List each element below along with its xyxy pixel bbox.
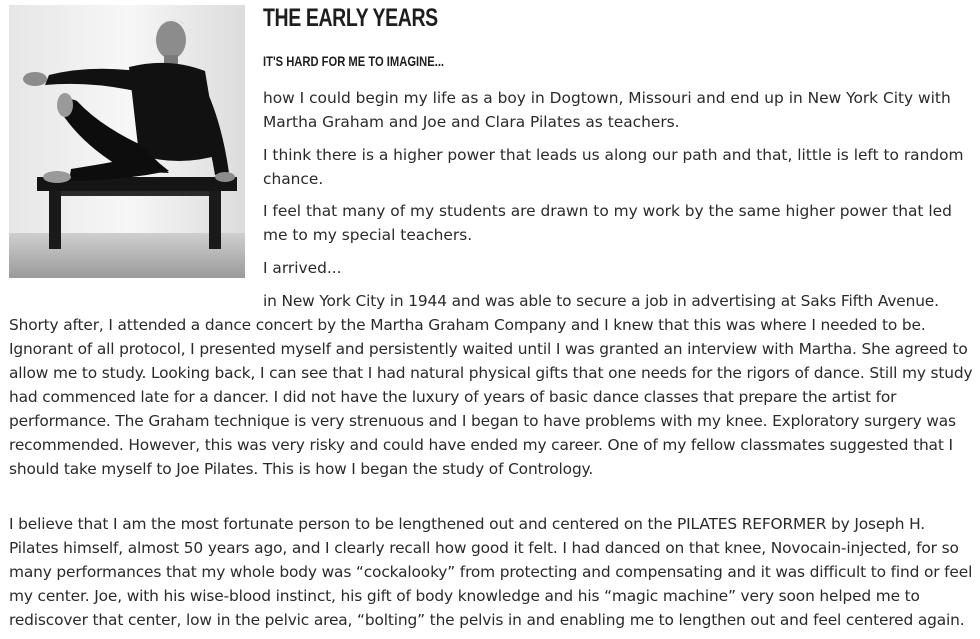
paragraph-new-york: in New York City in 1944 and was able to secure a job in advertising at Saks Fifth Avenue. Shorty after, I attended a dance concert by the Martha Graham Company and I knew that this was where I needed to be. Ignorant of all protocol, I presented myself and persistently waited until I was granted an interview with Martha. She agreed to allow me to study. Looking back, I can see that I had natural physical gifts that one needs for the rigors of dance. Still my study had commenced late for a dancer. I did not have the luxury of years of basic dance classes that prepare the artist for performance. The Graham technique is very strenuous and I began to have problems with my knee. Exploratory surgery was recommended. However, this was very risky and could have ended my career. One of my fellow classmates suggested that I should take myself to Joe Pilates. This is how I began the study of Contrology.: [9, 292, 973, 478]
man-on-bench-illustration: [9, 5, 245, 278]
portrait-photo: [9, 5, 245, 278]
paragraph-reformer: I believe that I am the most fortunate person to be lengthened out and centered on the PILATES REFORMER by Joseph H. Pilates himself, almost 50 years ago, and I clearly recall how good it felt. I had danced on that knee, Novocain-injected, for so many performances that my whole body was “cockalooky” from protecting and compensating and it was difficult to find or feel my center. Joe, with his wise-blood instinct, his gift of body knowledge and his “magic machine” very soon helped me to rediscover that center, low in the pelvic area, “bolting” the pelvis in and enabling me to lengthen out and feel centered again.: [9, 515, 973, 629]
section-subtitle: IT'S HARD FOR ME TO IMAGINE...: [263, 53, 445, 69]
paragraph-intro: how I could begin my life as a boy in Dogtown, Missouri and end up in New York City with Martha Graham and Joe and Clara Pilates as teachers.: [263, 89, 951, 131]
paragraph-students: I feel that many of my students are drawn to my work by the same higher power that led me to my special teachers.: [263, 202, 952, 244]
paragraph-higher-power: I think there is a higher power that leads us along our path and that, little is left to random chance.: [263, 146, 964, 188]
paragraph-arrived: I arrived...: [263, 259, 342, 277]
page-title: THE EARLY YEARS: [263, 4, 438, 32]
